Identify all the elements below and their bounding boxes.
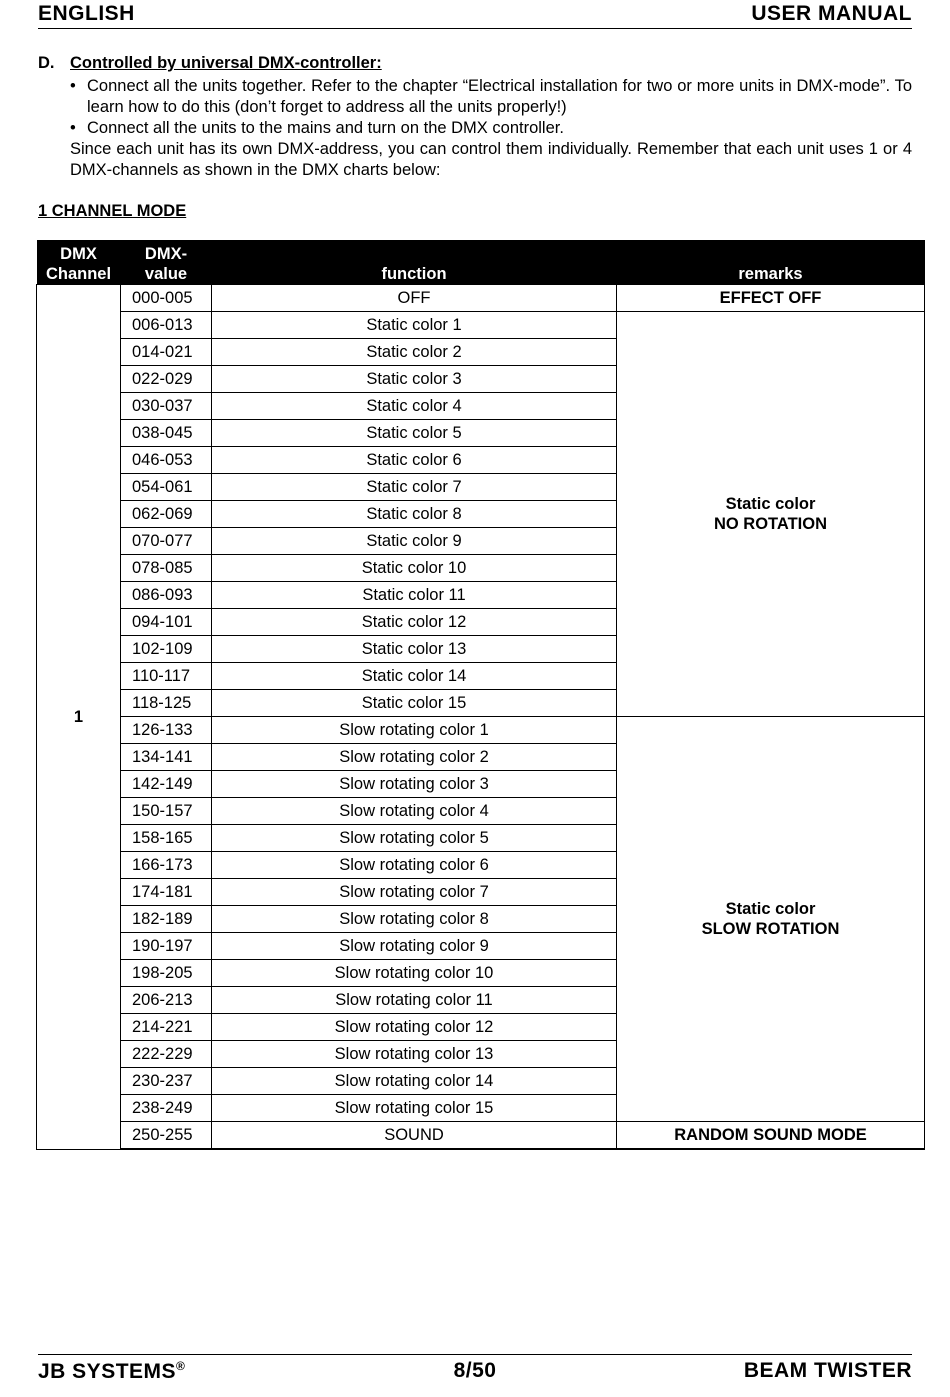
function-cell: Static color 10 (212, 555, 617, 582)
header-dmx-channel-line2: Channel (45, 265, 112, 283)
instruction-text: Connect all the units together. Refer to the chapter “Electrical installation for two or more units in DMX-mode”. To learn how to do this (don’t forget to address all the units properly!) (87, 77, 912, 116)
dmx-value-cell: 230-237 (121, 1068, 212, 1095)
function-cell: Slow rotating color 4 (212, 798, 617, 825)
dmx-value-cell: 166-173 (121, 852, 212, 879)
function-cell: Static color 8 (212, 501, 617, 528)
dmx-value-cell: 030-037 (121, 393, 212, 420)
table-row (37, 285, 925, 312)
function-cell: Slow rotating color 10 (212, 960, 617, 987)
page-header (38, 2, 912, 29)
remark-effect-off: EFFECT OFF (617, 285, 925, 312)
footer-brand-name: JB SYSTEMS (38, 1360, 177, 1383)
function-cell: Static color 12 (212, 609, 617, 636)
dmx-value-cell: 062-069 (121, 501, 212, 528)
function-cell: Static color 5 (212, 420, 617, 447)
dmx-value-cell: 182-189 (121, 906, 212, 933)
function-cell: Slow rotating color 2 (212, 744, 617, 771)
mode-title: 1 CHANNEL MODE (38, 202, 187, 220)
function-cell: Static color 15 (212, 690, 617, 717)
dmx-value-cell: 054-061 (121, 474, 212, 501)
dmx-value-cell: 238-249 (121, 1095, 212, 1122)
dmx-value-cell: 086-093 (121, 582, 212, 609)
function-cell: Slow rotating color 6 (212, 852, 617, 879)
dmx-value-cell: 000-005 (121, 285, 212, 312)
dmx-value-cell: 198-205 (121, 960, 212, 987)
function-cell: OFF (212, 285, 617, 312)
header-language: ENGLISH (38, 2, 135, 25)
dmx-value-cell: 110-117 (121, 663, 212, 690)
dmx-value-cell: 206-213 (121, 987, 212, 1014)
table-row (37, 312, 925, 339)
header-function: function (212, 240, 617, 285)
dmx-chart-body (37, 285, 925, 1150)
section-title: Controlled by universal DMX-controller: (70, 54, 382, 72)
remark-line: Static color (725, 495, 816, 513)
header-dmx-value-line2: value (144, 265, 188, 283)
function-cell: Slow rotating color 9 (212, 933, 617, 960)
dmx-channel-cell: 1 (37, 285, 121, 1150)
instruction-list (38, 76, 912, 139)
dmx-value-cell: 070-077 (121, 528, 212, 555)
table-row (37, 717, 925, 744)
instruction-item (70, 76, 912, 118)
remark-sound-mode: RANDOM SOUND MODE (617, 1122, 925, 1150)
remark-static-no-rotation (617, 312, 925, 717)
function-cell: Slow rotating color 11 (212, 987, 617, 1014)
function-cell: Static color 14 (212, 663, 617, 690)
dmx-value-cell: 038-045 (121, 420, 212, 447)
header-dmx-value-line1: DMX- (144, 245, 188, 263)
dmx-value-cell: 014-021 (121, 339, 212, 366)
function-cell: Slow rotating color 14 (212, 1068, 617, 1095)
dmx-value-cell: 250-255 (121, 1122, 212, 1150)
function-cell: Slow rotating color 15 (212, 1095, 617, 1122)
header-remarks: remarks (617, 240, 925, 285)
dmx-value-cell: 102-109 (121, 636, 212, 663)
dmx-value-cell: 174-181 (121, 879, 212, 906)
dmx-value-cell: 094-101 (121, 609, 212, 636)
instruction-item (70, 118, 912, 139)
function-cell: Slow rotating color 13 (212, 1041, 617, 1068)
dmx-value-cell: 126-133 (121, 717, 212, 744)
function-cell: Static color 11 (212, 582, 617, 609)
function-cell: Static color 3 (212, 366, 617, 393)
dmx-value-cell: 046-053 (121, 447, 212, 474)
function-cell: Slow rotating color 3 (212, 771, 617, 798)
bullet-icon: • (70, 119, 76, 137)
dmx-value-cell: 022-029 (121, 366, 212, 393)
function-cell: Static color 2 (212, 339, 617, 366)
function-cell: SOUND (212, 1122, 617, 1150)
dmx-value-cell: 078-085 (121, 555, 212, 582)
table-row (37, 1122, 925, 1150)
table-header-row (37, 240, 925, 285)
dmx-value-cell: 158-165 (121, 825, 212, 852)
dmx-value-cell: 134-141 (121, 744, 212, 771)
function-cell: Static color 13 (212, 636, 617, 663)
page-footer (38, 1354, 912, 1385)
remark-line: NO ROTATION (713, 515, 828, 533)
section-heading (38, 53, 912, 74)
dmx-value-cell: 150-157 (121, 798, 212, 825)
registered-mark: ® (176, 1359, 186, 1373)
section-letter: D. (38, 54, 55, 72)
function-cell: Slow rotating color 5 (212, 825, 617, 852)
header-dmx-channel-line1: DMX (60, 245, 97, 263)
dmx-value-cell: 118-125 (121, 690, 212, 717)
bullet-icon: • (70, 77, 76, 95)
remark-line: SLOW ROTATION (701, 920, 840, 938)
instruction-text: Connect all the units to the mains and turn on the DMX controller. (87, 119, 564, 137)
dmx-value-cell: 214-221 (121, 1014, 212, 1041)
function-cell: Slow rotating color 1 (212, 717, 617, 744)
header-dmx-channel (37, 240, 121, 285)
function-cell: Static color 1 (212, 312, 617, 339)
header-dmx-value (121, 240, 212, 285)
footer-page-number: 8/50 (453, 1359, 497, 1382)
dmx-value-cell: 142-149 (121, 771, 212, 798)
section-dmx-controller (38, 53, 912, 181)
function-cell: Static color 6 (212, 447, 617, 474)
function-cell: Slow rotating color 12 (212, 1014, 617, 1041)
function-cell: Static color 7 (212, 474, 617, 501)
function-cell: Static color 4 (212, 393, 617, 420)
dmx-chart-table (36, 240, 925, 1150)
dmx-value-cell: 006-013 (121, 312, 212, 339)
function-cell: Slow rotating color 8 (212, 906, 617, 933)
dmx-value-cell: 222-229 (121, 1041, 212, 1068)
header-document-type: USER MANUAL (751, 2, 912, 25)
footer-product: BEAM TWISTER (743, 1359, 912, 1382)
remark-slow-rotation (617, 717, 925, 1122)
function-cell: Slow rotating color 7 (212, 879, 617, 906)
remark-line: Static color (725, 900, 816, 918)
section-paragraph: Since each unit has its own DMX-address, you can control them individually. Remember that each unit uses 1 or 4 DMX-channels as shown in the DMX charts below: (70, 140, 912, 179)
dmx-value-cell: 190-197 (121, 933, 212, 960)
function-cell: Static color 9 (212, 528, 617, 555)
